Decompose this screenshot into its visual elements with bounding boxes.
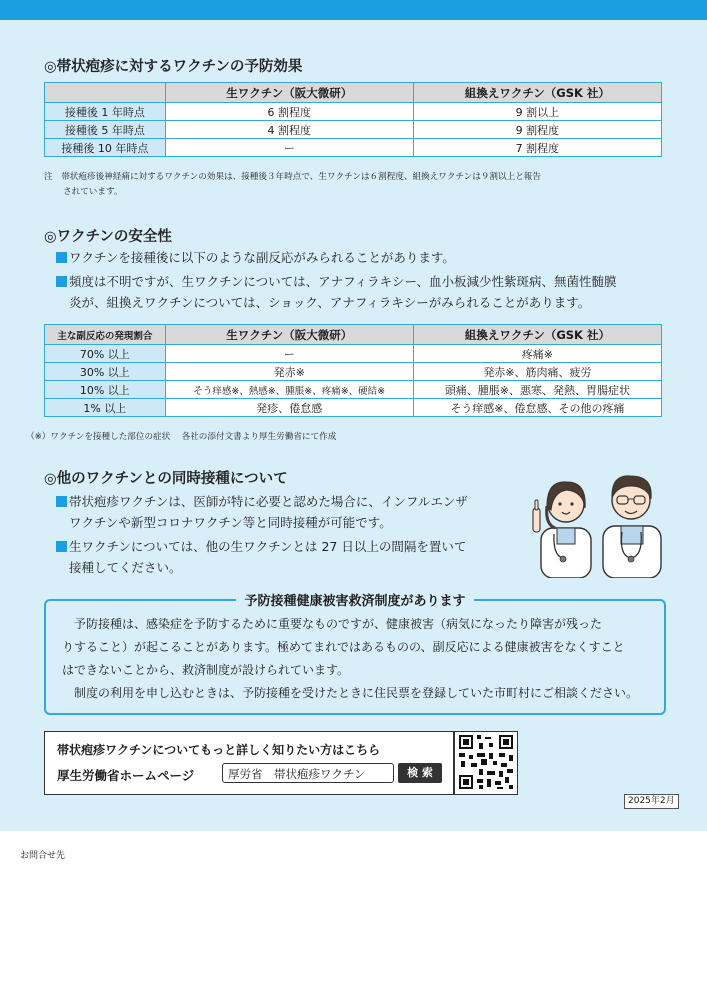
table-cell: 発疹、倦怠感 [165,399,413,417]
table-header [45,83,166,103]
efficacy-heading: ◎帯状疱疹に対するワクチンの予防効果 [44,59,303,75]
table-header: 生ワクチン（阪大微研） [165,83,413,103]
table-row [45,139,662,157]
table-header-row [45,325,662,345]
bullet-text: ワクチンを接種後に以下のような副反応がみられることがあります。 [69,250,455,265]
more-info-box [44,731,518,795]
divider [453,732,455,794]
safety-footnote: （※）ワクチンを接種した部位の症状 各社の添付文書より厚生労働省にて作成 [26,432,337,442]
contact-label: お問合せ先 [20,851,66,861]
male-doctor-icon [603,476,661,578]
table-cell: 9 割以上 [413,103,661,121]
table-row [45,121,662,139]
table-cell: 発赤※ [165,363,413,381]
site-name: 厚生労働省ホームページ [57,768,195,783]
table-cell: 疼痛※ [413,345,661,363]
relief-title [46,590,664,609]
table-row [45,103,662,121]
side-effects-table [44,324,662,417]
table-cell: 7 割程度 [413,139,661,157]
more-info-text: 帯状疱疹ワクチンについてもっと詳しく知りたい方はこちら [57,743,381,757]
bullet-text-continued: ワクチンや新型コロナワクチン等と同時接種が可能です。 [69,515,392,530]
safety-heading: ◎ワクチンの安全性 [44,229,172,245]
bullet-square-icon [56,252,67,263]
coadmin-bullet [56,491,468,512]
female-doctor-icon [533,482,591,578]
table-cell: ー [165,345,413,363]
table-header: 組換えワクチン（GSK 社） [413,325,661,345]
bullet-text-continued: 炎が、組換えワクチンについては、ショック、アナフィラキシーがみられることがあります。 [69,295,591,310]
bullet-square-icon [56,496,67,507]
table-row [45,363,662,381]
table-cell: 6 割程度 [165,103,413,121]
table-header: 生ワクチン（阪大微研） [165,325,413,345]
coadmin-heading: ◎他のワクチンとの同時接種について [44,471,288,487]
bullet-square-icon [56,541,67,552]
table-header: 組換えワクチン（GSK 社） [413,83,661,103]
row-label: 30% 以上 [45,363,166,381]
table-cell: ー [165,139,413,157]
table-row [45,345,662,363]
relief-body [62,613,654,705]
note-line: 注 帯状疱疹後神経痛に対するワクチンの効果は、接種後３年時点で、生ワクチンは６割程度、組換えワクチンは９割以上と報告 [44,172,541,182]
row-label: 接種後 10 年時点 [45,139,166,157]
table-cell: 4 割程度 [165,121,413,139]
safety-bullet [56,271,617,292]
table-cell: 発赤※、筋肉痛、疲労 [413,363,661,381]
row-label: 1% 以上 [45,399,166,417]
row-label: 10% 以上 [45,381,166,399]
issue-date: 2025年2月 [624,794,679,809]
table-cell: 9 割程度 [413,121,661,139]
bullet-text: 帯状疱疹ワクチンは、医師が特に必要と認めた場合に、インフルエンザ [69,494,468,509]
table-cell: 頭痛、腫脹※、悪寒、発熱、胃腸症状 [413,381,661,399]
table-cell: そう痒感※、熱感※、腫脹※、疼痛※、硬結※ [165,381,413,399]
efficacy-table [44,82,662,157]
table-row [45,381,662,399]
bullet-text: 生ワクチンについては、他の生ワクチンとは 27 日以上の間隔を置いて [69,539,467,554]
relief-line: 予防接種は、感染症を予防するために重要なものですが、健康被害（病気になったり障害が残った [62,617,603,631]
efficacy-note [44,170,541,200]
note-line: されています。 [63,187,123,197]
search-box[interactable]: 厚労省 帯状疱疹ワクチン [222,763,394,783]
relief-line: 制度の利用を申し込むときは、予防接種を受けたときに住民票を登録していた市町村にご相談ください。 [62,686,639,700]
doctors-illustration [527,466,669,578]
qr-code-icon[interactable] [457,733,515,791]
row-label: 接種後 5 年時点 [45,121,166,139]
bullet-text-continued: 接種してください。 [69,560,182,575]
safety-bullet [56,247,455,268]
table-row [45,399,662,417]
top-accent-bar [0,0,707,20]
table-header-row [45,83,662,103]
coadmin-bullet [56,536,466,557]
row-label: 接種後 1 年時点 [45,103,166,121]
table-cell: そう痒感※、倦怠感、その他の疼痛 [413,399,661,417]
bullet-text: 頻度は不明ですが、生ワクチンについては、アナフィラキシー、血小板減少性紫斑病、無菌性髄膜 [69,274,617,289]
relief-title-text: 予防接種健康被害救済制度があります [236,594,473,609]
search-button[interactable]: 検 索 [398,763,442,783]
table-header: 主な副反応の発現割合 [45,325,166,345]
relief-system-box [44,594,666,715]
relief-line: はできないことから、救済制度が設けられています。 [62,663,350,677]
relief-line: りすること）が起こることがあります。極めてまれではあるものの、副反応による健康被害をなくすこと [62,640,625,654]
row-label: 70% 以上 [45,345,166,363]
bullet-square-icon [56,276,67,287]
